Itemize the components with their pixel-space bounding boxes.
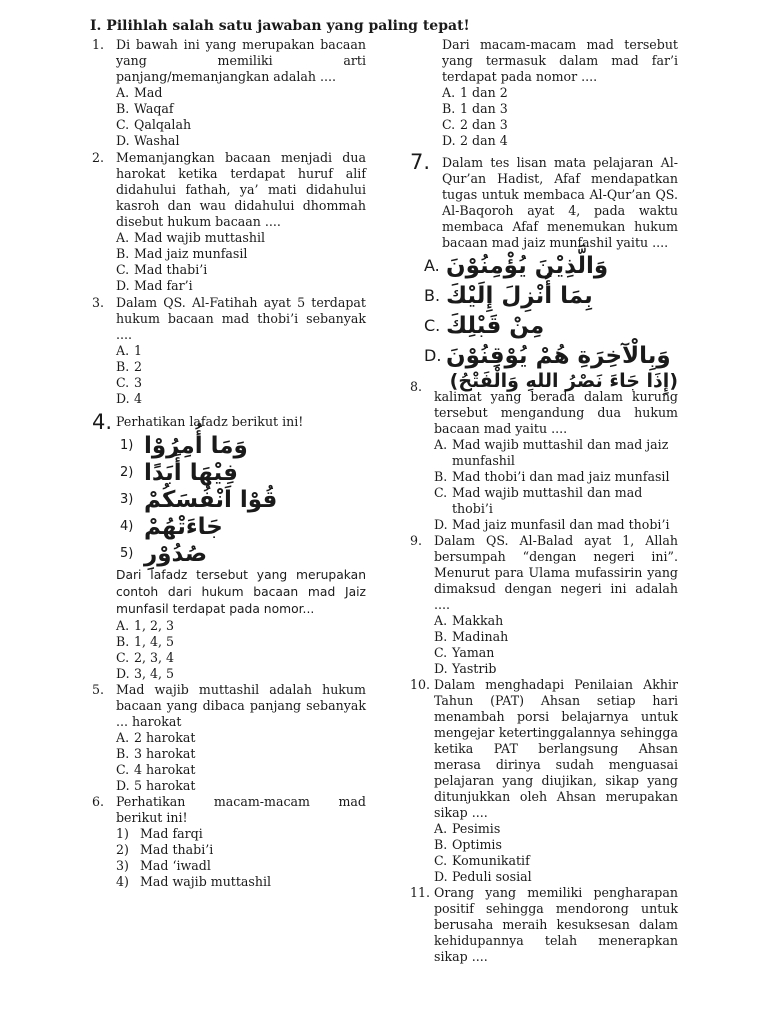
question-11	[410, 885, 678, 965]
question-8	[410, 370, 678, 533]
option-c[interactable]: C. Mad wajib muttashil dan mad thobi’i	[434, 485, 643, 516]
option-c[interactable]: C. Mad thabi’i	[116, 262, 208, 277]
option-b[interactable]: B. 1, 4, 5	[116, 634, 175, 649]
option-c[interactable]: C. مِنْ قَبْلِكَ	[424, 313, 545, 339]
question-6-continuation: Dari macam-macam mad tersebut yang termasuk dalam mad far’i terdapat pada nomor ....	[442, 37, 678, 84]
option-c[interactable]: C. 3	[116, 375, 143, 390]
option-a[interactable]: A. 2 harokat	[116, 730, 196, 745]
question-number: 8.	[410, 379, 423, 394]
question-number: 6.	[92, 794, 105, 809]
question-number: 9.	[410, 533, 423, 548]
option-a[interactable]: A. Mad wajib muttashil	[116, 230, 266, 245]
question-number: 1.	[92, 37, 105, 52]
arabic-verse: (إِذَا جَاءَ نَصْرُ اللهِ وَالْفَتْحُ)	[449, 370, 678, 392]
question-text: Di bawah ini yang merupakan bacaan yang memiliki arti panjang/memanjangkan adalah ....	[116, 37, 366, 84]
option-c[interactable]: C. 4 harokat	[116, 762, 196, 777]
question-number: 5.	[92, 682, 105, 697]
question-text: Dalam menghadapi Penilaian Akhir Tahun (PAT) Ahsan setiap hari menambah porsi belajarnya untuk mengejar ketertinggalannya sehingga ketika PAT berlangsung Ahsan merasa dirinya sudah menguasai pelajaran yang diujikan, sikap yang ditunjukkan oleh Ahsan merupakan sikap ....	[434, 677, 678, 820]
question-text: kalimat yang berada dalam kurung tersebut mengandung dua hukum bacaan mad yaitu ....	[434, 389, 678, 436]
right-column	[410, 37, 678, 965]
list-item: 4) Mad wajib muttashil	[116, 874, 272, 889]
option-d[interactable]: D. وَبِالْآخِرَةِ هُمْ يُوْقِنُوْنَ	[424, 343, 671, 369]
option-d[interactable]: D. Peduli sosial	[434, 869, 532, 884]
question-text: Memanjangkan bacaan menjadi dua harokat ketika terdapat huruf alif didahului fathah, ya’ mati didahului kasroh dan wau didahului dhommah disebut hukum bacaan ....	[116, 150, 366, 229]
question-1	[92, 37, 366, 149]
option-b[interactable]: B. Waqaf	[116, 101, 174, 116]
question-text: Perhatikan lafadz berikut ini!	[116, 414, 304, 429]
option-a[interactable]: A. 1 dan 2	[442, 85, 508, 100]
list-item: 1) Mad farqi	[116, 826, 203, 841]
option-b[interactable]: B. Optimis	[434, 837, 502, 852]
question-4	[92, 411, 366, 682]
question-5	[92, 682, 366, 794]
option-d[interactable]: D. Yastrib	[434, 661, 497, 676]
question-text: Dalam tes lisan mata pelajaran Al-Qur’an Hadist, Afaf mendapatkan tugas untuk membaca Al-Qur’an QS. Al-Baqoroh ayat 4, pada waktu membaca Afaf menemukan hukum bacaan mad jaiz munfashil yaitu ....	[442, 155, 678, 250]
option-a[interactable]: A. Mad wajib muttashil dan mad jaiz munfashil	[434, 437, 669, 468]
option-d[interactable]: D. 4	[116, 391, 143, 406]
left-column	[92, 37, 366, 890]
list-item: 2) Mad thabi’i	[116, 842, 214, 857]
option-c[interactable]: C. 2, 3, 4	[116, 650, 175, 665]
question-text: Orang yang memiliki pengharapan positif sehingga mendorong untuk berusaha meraih kesuksesan dalam kehidupannya telah menerapkan sikap ....	[434, 885, 678, 964]
question-3	[92, 295, 366, 407]
question-number: 11.	[410, 885, 431, 900]
option-b[interactable]: B. Madinah	[434, 629, 509, 644]
option-b[interactable]: B. Mad thobi’i dan mad jaiz munfasil	[434, 469, 670, 484]
lafadz-item: 4) جَاءَتْهُمْ	[120, 513, 223, 540]
list-item: 3) Mad ‘iwadl	[116, 858, 211, 873]
option-d[interactable]: D. Washal	[116, 133, 180, 148]
option-b[interactable]: B. 3 harokat	[116, 746, 196, 761]
question-2	[92, 150, 366, 294]
question-number: 4.	[92, 410, 113, 434]
question-number: 10.	[410, 677, 431, 692]
option-d[interactable]: D. Mad jaiz munfasil dan mad thobi’i	[434, 517, 670, 532]
option-a[interactable]: A. Makkah	[434, 613, 504, 628]
question-number: 3.	[92, 295, 105, 310]
option-c[interactable]: C. 2 dan 3	[442, 117, 508, 132]
lafadz-item: 1) وَمَا أُمِرُوْا	[120, 432, 248, 459]
option-c[interactable]: C. Qalqalah	[116, 117, 192, 132]
option-b[interactable]: B. بِمَا أُنْزِلَ إِلَيْكَ	[424, 283, 593, 309]
lafadz-item: 5) صُدُوْرِ	[120, 540, 208, 567]
section-heading: I. Pilihlah salah satu jawaban yang paling tepat!	[90, 18, 470, 34]
option-c[interactable]: C. Yaman	[434, 645, 495, 660]
question-6	[92, 794, 366, 890]
option-a[interactable]: A. 1, 2, 3	[116, 618, 175, 633]
question-number: 2.	[92, 150, 105, 165]
lafadz-item: 2) فِيْهَا أَبَدًا	[120, 459, 238, 486]
question-text-2: Dari lafadz tersebut yang merupakan contoh dari hukum bacaan mad Jaiz munfasil terdapat pada nomor...	[116, 568, 366, 616]
question-7	[410, 151, 678, 251]
option-d[interactable]: D. 2 dan 4	[442, 133, 508, 148]
option-b[interactable]: B. 2	[116, 359, 143, 374]
question-text: Dalam QS. Al-Fatihah ayat 5 terdapat hukum bacaan mad thobi’i sebanyak ....	[116, 295, 366, 342]
option-c[interactable]: C. Komunikatif	[434, 853, 530, 868]
option-a[interactable]: A. Pesimis	[434, 821, 501, 836]
option-d[interactable]: D. Mad far’i	[116, 278, 193, 293]
question-text: Dalam QS. Al-Balad ayat 1, Allah bersumpah “dengan negeri ini”. Menurut para Ulama mufassirin yang dimaksud dengan negeri ini adalah ....	[434, 533, 678, 612]
option-d[interactable]: D. 3, 4, 5	[116, 666, 175, 681]
option-a[interactable]: A. 1	[116, 343, 143, 358]
question-9	[410, 533, 678, 677]
option-a[interactable]: A. وَالَّذِيْنَ يُؤْمِنُوْنَ	[424, 253, 609, 279]
option-b[interactable]: B. 1 dan 3	[442, 101, 508, 116]
question-10	[410, 677, 678, 885]
lafadz-item: 3) قُوْا اَنْفُسَكُمْ	[120, 486, 278, 513]
option-d[interactable]: D. 5 harokat	[116, 778, 196, 793]
question-number: 7.	[410, 150, 431, 174]
option-b[interactable]: B. Mad jaiz munfasil	[116, 246, 248, 261]
option-a[interactable]: A. Mad	[116, 85, 163, 100]
question-text: Mad wajib muttashil adalah hukum bacaan yang dibaca panjang sebanyak ... harokat	[116, 682, 366, 729]
question-text: Perhatikan macam-macam mad berikut ini!	[116, 794, 366, 825]
